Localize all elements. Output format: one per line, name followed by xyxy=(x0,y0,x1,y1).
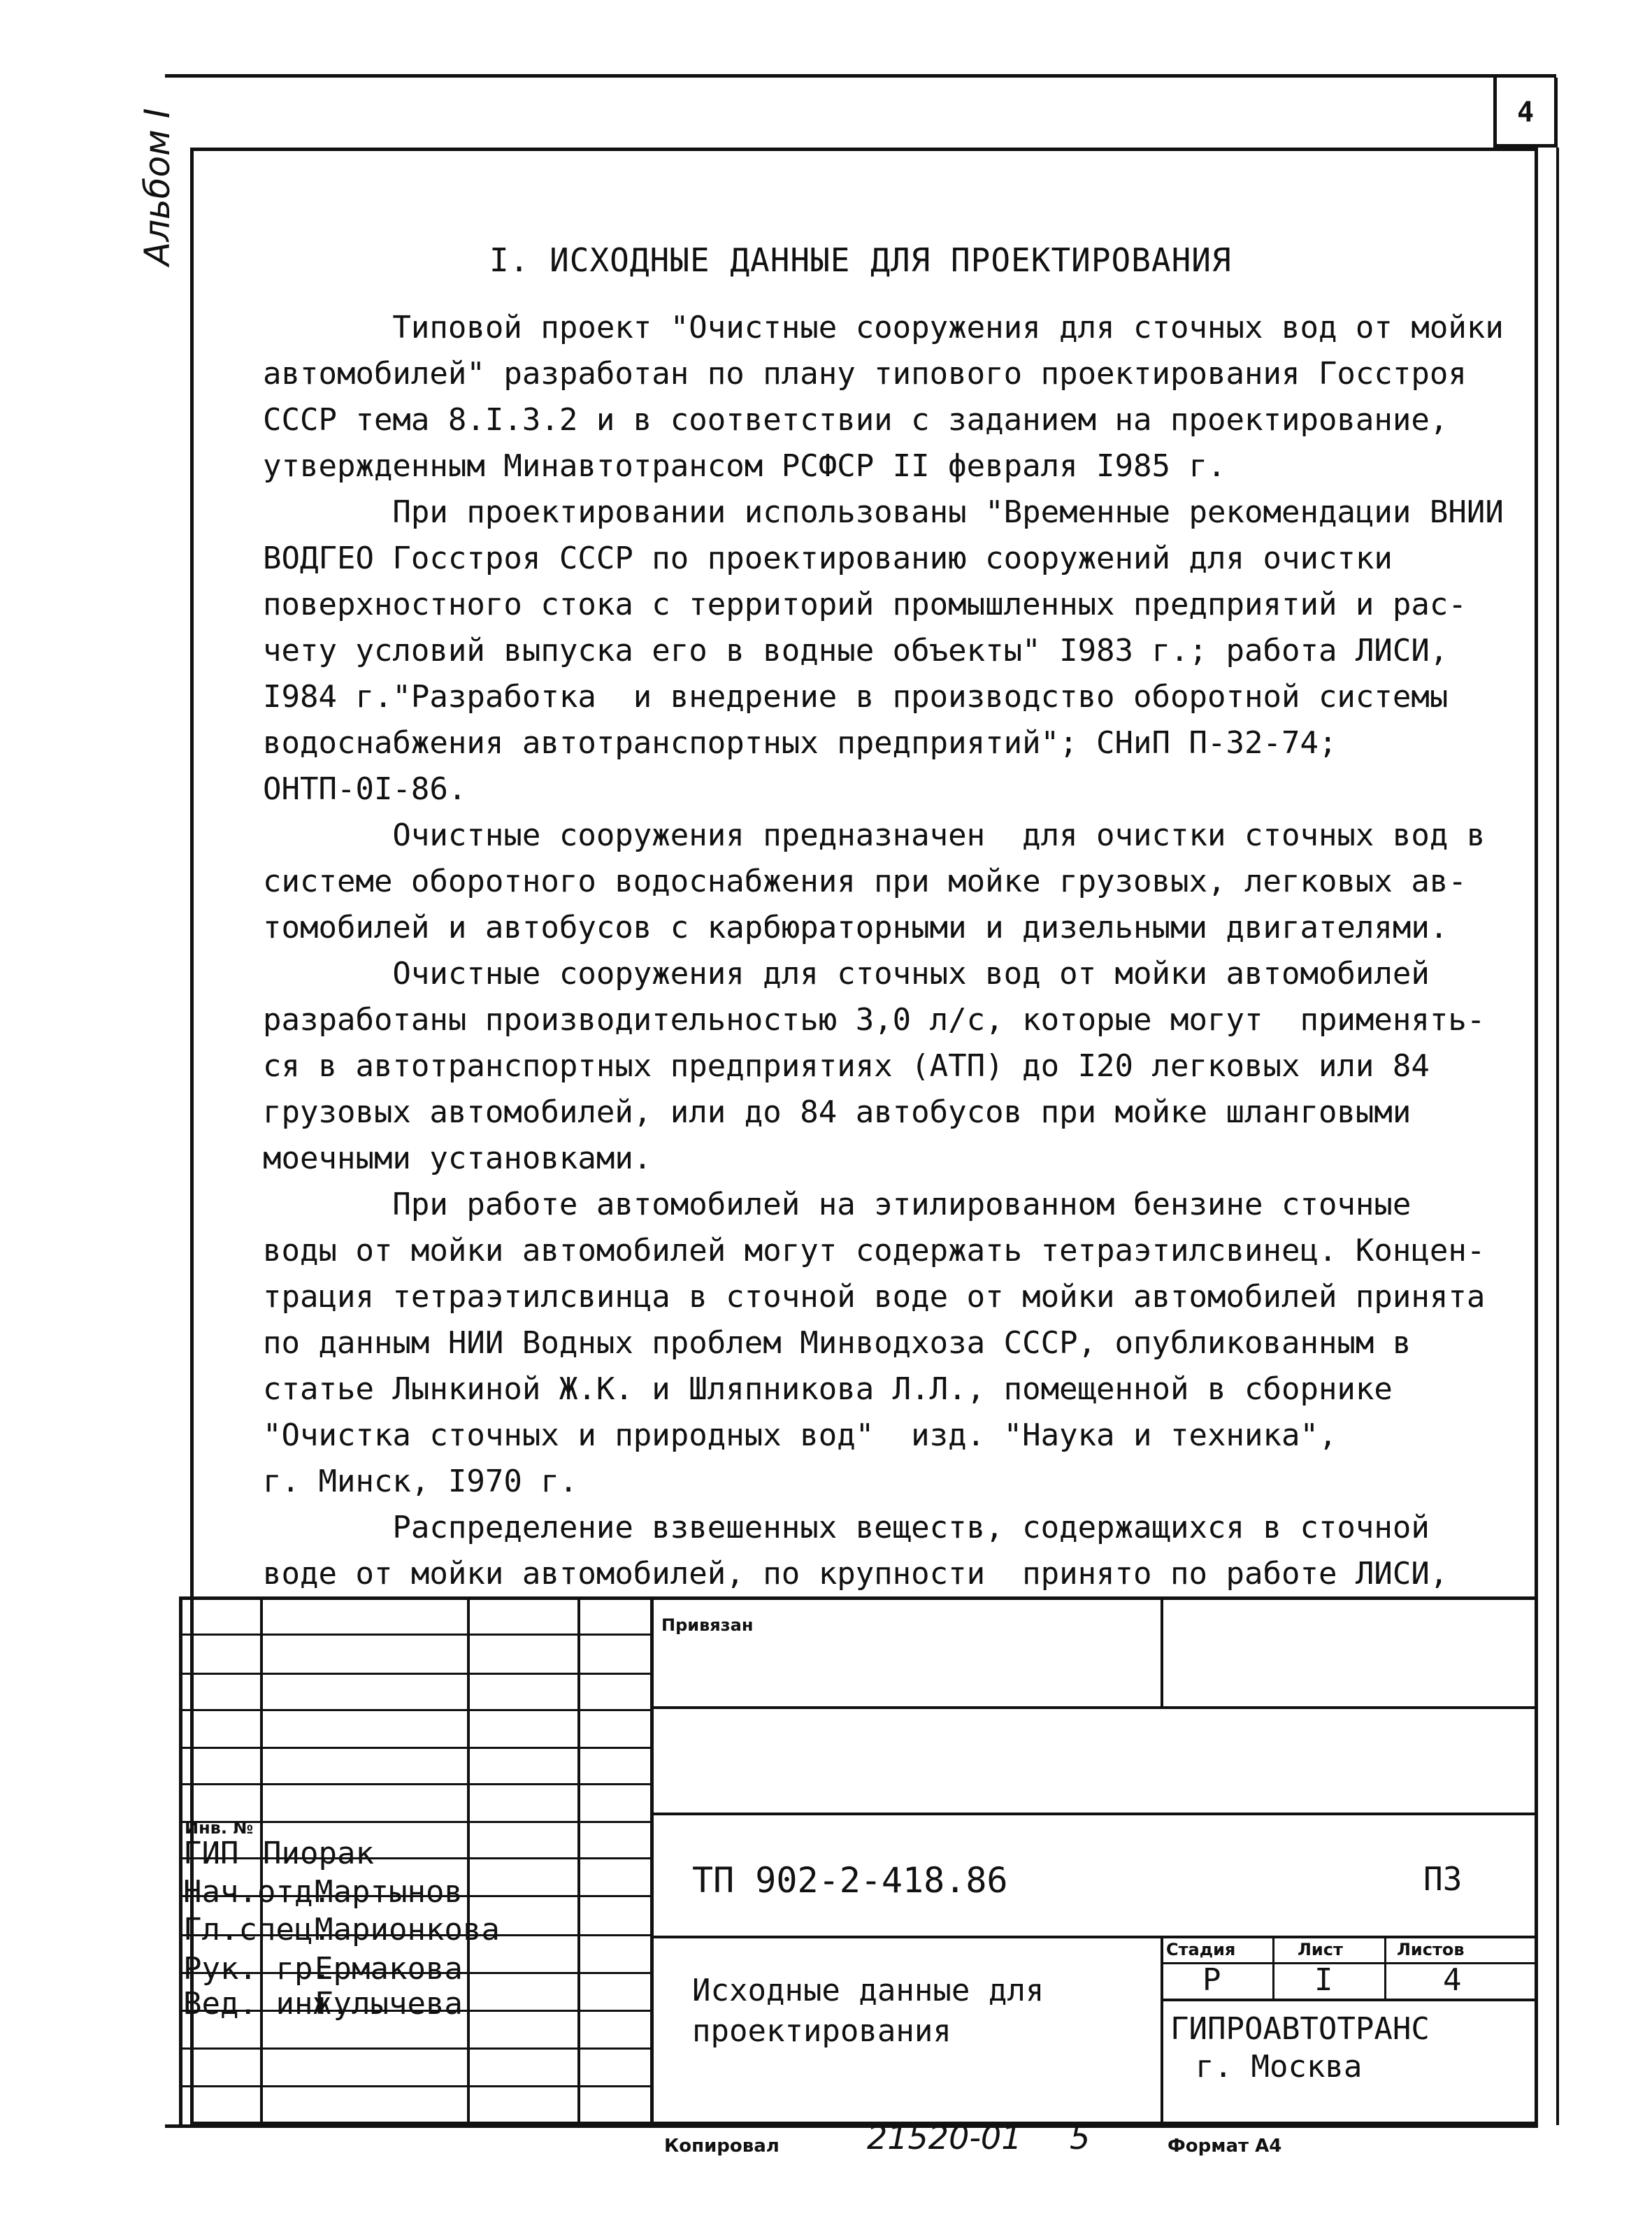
sheet-value: I xyxy=(1314,1962,1333,1998)
signer-role-3: Гл.спец. xyxy=(183,1912,331,1947)
organization-city: г. Москва xyxy=(1195,2049,1363,2085)
sheet-label: Лист xyxy=(1298,1940,1343,1959)
section-heading: I. ИСХОДНЫЕ ДАННЫЕ ДЛЯ ПРОЕКТИРОВАНИЯ xyxy=(489,241,1232,279)
paragraph-4: Очистные сооружения для сточных вод от мойки автомобилей разработаны производительностью 3,0 л/с, которые могут применять- ся в автотранспортных предприятиях (АТП) до I20 легковых или 84 грузовых автомобилей, или до 84 автобусов при мойке шланговыми моечными установками. xyxy=(263,956,1486,1176)
order-suffix: 5 xyxy=(1070,2119,1091,2157)
paragraph-6: Распределение взвешенных веществ, содержащихся в сточной воде от мойки автомобилей, по крупности принято по работе ЛИСИ, xyxy=(263,1510,1449,1592)
organization-name: ГИПРОАВТОТРАНС xyxy=(1170,2011,1430,2047)
signer-name-3: Марионкова xyxy=(315,1912,500,1947)
format-label: Формат А4 xyxy=(1168,2136,1282,2157)
document-title: Исходные данные для проектирования xyxy=(692,1973,1044,2049)
paragraph-1: Типовой проект "Очистные сооружения для сточных вод от мойки автомобилей" разработан по плану типового проектирования Госстроя СССР тема 8.I.3.2 и в соответствии с заданием на проектирование, утвержденным Минавтотрансом РСФСР II февраля I985 г. xyxy=(263,310,1504,484)
paragraph-5: При работе автомобилей на этилированном бензине сточные воды от мойки автомобилей могут содержать тетраэтилсвинец. Концен- трация тетраэтилсвинца в сточной воде от мойки автомобилей принята по данным НИИ Водных проблем Минводхоза СССР, опубликованным в статье Лынкиной Ж.К. и Шляпникова Л.Л., помещенной в сборнике "Очистка сточных и природных вод" изд. "Наука и техника", г. Минск, I970 г. xyxy=(263,1187,1486,1499)
signer-role-5: Вед. инж. xyxy=(183,1986,350,2022)
signer-name-1: Пиорак xyxy=(263,1836,374,1871)
paragraph-2: При проектировании использованы "Временные рекомендации ВНИИ ВОДГЕО Госстроя СССР по проектированию сооружений для очистки поверхностного стока с территорий промышленных предприятий и рас- чету условий выпуска его в водные объекты" I983 г.; работа ЛИСИ, I984 г."Разработка и внедрение в производство оборотной системы водоснабжения автотранспортных предприятий"; СНиП П-32-74; ОНТП-0I-86. xyxy=(263,494,1504,807)
sheets-value: 4 xyxy=(1443,1962,1462,1998)
stage-value: Р xyxy=(1202,1962,1221,1998)
order-number: 21520-01 xyxy=(867,2119,1022,2157)
stage-label: Стадия xyxy=(1166,1940,1236,1959)
signer-name-2: Мартынов xyxy=(315,1874,463,1910)
inventory-label: Инв. № xyxy=(185,1818,254,1838)
page-number: 4 xyxy=(1493,78,1558,148)
signer-role-2: Нач.отд. xyxy=(183,1874,331,1910)
signer-role-4: Рук. гр. xyxy=(183,1951,331,1987)
sheets-label: Листов xyxy=(1397,1940,1465,1959)
top-rule xyxy=(165,74,1556,78)
signer-role-1: ГИП xyxy=(183,1836,239,1871)
margin-note: Альбом I xyxy=(137,108,178,266)
paragraph-3: Очистные сооружения предназначен для очистки сточных вод в системе оборотного водоснабжения при мойке грузовых, легковых ав- томобилей и автобусов с карбюраторными и дизельными двигателями. xyxy=(263,817,1486,945)
right-rule xyxy=(1556,148,1559,2125)
document-type: ПЗ xyxy=(1423,1860,1463,1898)
signer-name-4: Ермакова xyxy=(315,1951,463,1987)
privyazan-label: Привязан xyxy=(661,1615,754,1635)
signer-name-5: Гулычева xyxy=(315,1986,463,2022)
copied-label: Копировал xyxy=(664,2136,780,2157)
document-code: ТП 902-2-418.86 xyxy=(692,1860,1008,1901)
